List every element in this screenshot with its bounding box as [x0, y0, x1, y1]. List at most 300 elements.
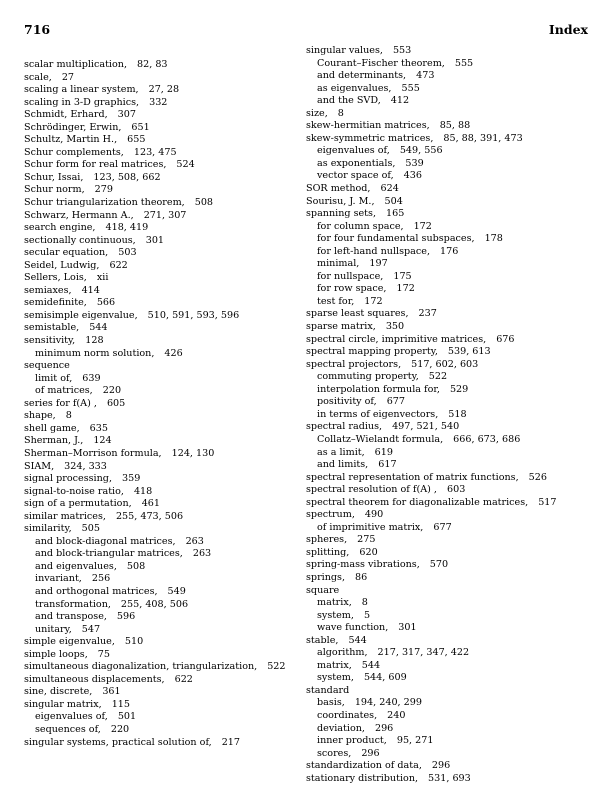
index-entry — [24, 197, 314, 210]
index-subentry — [306, 70, 596, 83]
index-page-refs: 522 — [267, 661, 286, 673]
index-page-refs: 544, 609 — [363, 672, 407, 684]
index-term: Schur triangularization theorem, — [24, 197, 185, 209]
index-entry — [24, 272, 314, 285]
index-entry — [24, 661, 314, 674]
index-term: sectionally continuous, — [24, 234, 136, 246]
index-subentry — [306, 170, 596, 183]
index-page-refs: 123, 508, 662 — [93, 171, 161, 183]
index-term: as eigenvalues, — [317, 82, 392, 94]
index-term: singular matrix, — [24, 698, 102, 710]
index-page-refs: 124, 130 — [171, 447, 215, 459]
index-page-refs: 505 — [81, 523, 100, 535]
index-page-refs: 255, 408, 506 — [120, 598, 189, 610]
index-entry — [24, 285, 314, 298]
index-term: Courant–Fischer theorem, — [317, 57, 445, 69]
index-term: Sourisu, J. M., — [306, 195, 375, 207]
index-term: deviation, — [317, 722, 365, 734]
index-entry — [306, 45, 596, 58]
index-page-refs: 75 — [97, 648, 110, 660]
index-page-refs: 307 — [117, 109, 136, 121]
index-term: positivity of, — [317, 396, 377, 408]
index-term: minimum norm solution, — [35, 347, 155, 359]
index-entry — [24, 147, 314, 160]
index-term: skew-hermitian matrices, — [306, 120, 430, 132]
index-page-refs: 619 — [374, 446, 393, 458]
index-entry — [24, 335, 314, 348]
index-page-refs: 524 — [176, 159, 195, 171]
index-entry — [24, 84, 314, 97]
index-term: as a limit, — [317, 446, 365, 458]
index-term: scalar multiplication, — [24, 59, 128, 70]
index-page-refs: 555 — [454, 57, 474, 69]
index-entry — [306, 685, 596, 698]
index-page-refs: 124 — [93, 435, 112, 447]
index-page-refs: 256 — [91, 573, 111, 585]
index-subentry — [306, 660, 596, 673]
index-page-refs: 217, 317, 347, 422 — [377, 647, 470, 659]
index-page-refs: 275 — [357, 534, 376, 546]
index-entry — [24, 134, 314, 147]
index-term: sparse least squares, — [306, 308, 409, 320]
index-subentry — [306, 233, 596, 246]
index-subentry — [306, 710, 596, 723]
index-column-left — [24, 59, 314, 749]
index-entry — [306, 497, 596, 510]
index-term: shape, — [24, 410, 56, 422]
index-entry — [24, 235, 314, 248]
index-entry — [24, 159, 314, 172]
index-term: size, — [306, 107, 328, 119]
index-page-refs: 418, 419 — [105, 222, 149, 234]
index-term: spectral projectors, — [306, 358, 402, 370]
index-entry — [306, 334, 596, 347]
index-page-refs: 418 — [133, 485, 153, 497]
index-term: inner product, — [317, 735, 387, 747]
index-subentry — [306, 246, 596, 259]
index-entry — [24, 649, 314, 662]
index-entry — [24, 636, 314, 649]
index-page-refs: 676 — [496, 333, 515, 345]
index-entry — [306, 133, 596, 146]
index-term: spectral representation of matrix functions, — [306, 471, 519, 483]
index-entry — [24, 247, 314, 260]
index-term: and limits, — [317, 459, 369, 471]
index-entry — [306, 559, 596, 572]
index-term: Schrödinger, Erwin, — [24, 121, 122, 133]
index-subentry — [24, 385, 314, 398]
index-subentry — [306, 735, 596, 748]
index-subentry — [306, 597, 596, 610]
index-subentry — [306, 522, 596, 535]
index-term: Schwarz, Hermann A., — [24, 209, 134, 221]
index-term: and the SVD, — [317, 95, 381, 107]
index-page-refs: 175 — [393, 270, 412, 282]
index-entry — [24, 97, 314, 110]
index-page-refs: 197 — [369, 258, 388, 270]
index-page-refs: 263 — [185, 535, 204, 547]
index-page-refs: 617 — [378, 459, 397, 471]
index-subentry — [306, 610, 596, 623]
index-subentry — [306, 384, 596, 397]
index-term: semiaxes, — [24, 284, 72, 296]
index-term: springs, — [306, 571, 346, 583]
index-term: of imprimitive matrix, — [317, 521, 424, 533]
index-term: commuting property, — [317, 371, 419, 383]
index-page-refs: 178 — [484, 233, 503, 245]
index-term: SOR method, — [306, 183, 371, 195]
index-page-refs: 176 — [440, 245, 459, 257]
index-subentry — [306, 371, 596, 384]
index-term: of matrices, — [35, 385, 93, 397]
index-subentry — [306, 447, 596, 460]
index-term: Sherman, J., — [24, 435, 84, 447]
page-number: 716 — [24, 22, 51, 37]
index-page-refs: 677 — [386, 396, 405, 408]
index-page-refs: 624 — [380, 183, 399, 195]
index-subentry — [306, 622, 596, 635]
index-term: Schultz, Martin H., — [24, 134, 118, 146]
index-term: simple loops, — [24, 648, 88, 660]
index-term: spectrum, — [306, 509, 355, 521]
index-entry — [24, 410, 314, 423]
index-entry — [24, 222, 314, 235]
index-page-refs: 194, 240, 299 — [354, 697, 422, 709]
index-page-refs: 5 — [363, 609, 371, 621]
index-page-refs — [339, 585, 349, 596]
index-term: and determinants, — [317, 70, 407, 82]
index-term: spectral theorem for diagonalizable matrices, — [306, 496, 529, 508]
index-entry — [24, 498, 314, 511]
index-page-refs: 566 — [96, 297, 116, 309]
index-term: semidefinite, — [24, 297, 87, 309]
index-subentry — [24, 711, 314, 724]
index-term: for four fundamental subspaces, — [317, 233, 475, 245]
index-subentry — [306, 83, 596, 96]
index-subentry — [306, 672, 596, 685]
index-term: spanning sets, — [306, 208, 377, 220]
index-entry — [24, 511, 314, 524]
index-term: eigenvalues of, — [317, 145, 390, 157]
index-page-refs: 544 — [348, 634, 367, 646]
index-subentry — [306, 409, 596, 422]
index-page-refs: 350 — [385, 321, 405, 333]
index-term: similar matrices, — [24, 510, 106, 522]
index-term: coordinates, — [317, 709, 378, 721]
index-term: transformation, — [35, 598, 111, 610]
index-page-refs: 240 — [387, 709, 406, 721]
index-page-refs: 508 — [194, 197, 214, 209]
index-page-refs: 522 — [428, 371, 448, 383]
index-term: interpolation formula for, — [317, 383, 440, 395]
index-term: in terms of eigenvectors, — [317, 408, 439, 420]
index-term: and block-diagonal matrices, — [35, 535, 176, 547]
index-entry — [24, 122, 314, 135]
index-term: spectral mapping property, — [306, 346, 438, 358]
index-page-refs: 165 — [386, 208, 405, 220]
index-term: spectral circle, imprimitive matrices, — [306, 333, 487, 345]
index-term: stationary distribution, — [306, 772, 419, 784]
index-entry — [306, 321, 596, 334]
index-entry — [306, 108, 596, 121]
index-term: wave function, — [317, 622, 389, 634]
index-page-refs: 115 — [111, 698, 131, 710]
index-page-refs: 332 — [149, 96, 168, 108]
index-term: for nullspace, — [317, 270, 384, 282]
index-term: Schur complements, — [24, 146, 124, 158]
index-entry — [306, 572, 596, 585]
index-subentry — [24, 548, 314, 561]
index-page-refs: 172 — [364, 295, 383, 307]
index-entry — [24, 72, 314, 85]
running-head: Index — [548, 22, 588, 37]
index-entry — [24, 461, 314, 474]
index-page-refs: 128 — [85, 335, 104, 347]
index-subentry — [24, 348, 314, 361]
index-page-refs: 473 — [416, 70, 435, 82]
index-page-refs: 547 — [81, 623, 101, 635]
index-subentry — [306, 221, 596, 234]
index-term: signal-to-noise ratio, — [24, 485, 124, 497]
index-term: spectral resolution of f(A) , — [306, 484, 437, 496]
index-subentry — [24, 536, 314, 549]
index-subentry — [306, 296, 596, 309]
index-page-refs: 529 — [449, 383, 469, 395]
index-term: sequence — [24, 360, 70, 372]
index-term: singular systems, practical solution of, — [24, 736, 212, 748]
index-term: for column space, — [317, 220, 404, 232]
index-term: eigenvalues of, — [35, 711, 108, 723]
index-subentry — [24, 561, 314, 574]
index-page-refs: 555 — [401, 82, 420, 94]
index-term: and transpose, — [35, 611, 107, 623]
index-page-refs: 220 — [110, 723, 130, 735]
index-page-refs: 217 — [221, 736, 241, 748]
index-subentry — [306, 58, 596, 71]
index-page-refs: 8 — [337, 107, 344, 119]
index-term: and eigenvalues, — [35, 560, 117, 572]
index-page-refs: 27 — [61, 71, 75, 83]
index-page-refs: 570 — [429, 559, 449, 571]
index-page-refs: 301 — [145, 234, 165, 246]
index-term: stable, — [306, 634, 339, 646]
index-page-refs: 490 — [364, 509, 384, 521]
index-entry — [24, 737, 314, 750]
index-term: semisimple eigenvalue, — [24, 309, 138, 321]
index-subentry — [306, 258, 596, 271]
index-subentry — [306, 697, 596, 710]
index-term: Sherman–Morrison formula, — [24, 447, 162, 459]
index-page-refs: 95, 271 — [396, 735, 434, 747]
index-entry — [306, 585, 596, 598]
index-term: square — [306, 584, 340, 596]
index-entry — [306, 359, 596, 372]
index-entry — [24, 172, 314, 185]
index-term: spectral radius, — [306, 421, 383, 433]
index-term: spring-mass vibrations, — [306, 559, 420, 571]
index-term: algorithm, — [317, 647, 368, 659]
index-page-refs: 220 — [102, 385, 122, 397]
index-subentry — [306, 283, 596, 296]
index-term: system, — [317, 672, 354, 684]
index-entry — [306, 509, 596, 522]
index-entry — [306, 208, 596, 221]
index-page-refs: 436 — [403, 170, 422, 182]
index-entry — [24, 360, 314, 373]
index-page-refs: 324, 333 — [64, 460, 107, 472]
index-term: scale, — [24, 71, 52, 83]
index-term: simultaneous diagonalization, triangularization, — [24, 661, 258, 673]
index-term: sensitivity, — [24, 335, 76, 347]
index-entry — [24, 674, 314, 687]
index-page-refs: 497, 521, 540 — [392, 421, 460, 433]
index-page-refs: 296 — [361, 747, 380, 759]
index-page-refs — [70, 360, 80, 371]
index-page-refs: 461 — [141, 498, 161, 510]
index-term: for row space, — [317, 283, 387, 295]
index-entry — [306, 760, 596, 773]
index-page-refs: 8 — [361, 597, 368, 609]
index-page-refs: 635 — [89, 422, 108, 434]
index-term: basis, — [317, 697, 345, 709]
index-page-refs: 651 — [131, 121, 150, 133]
index-page-refs: 301 — [398, 622, 417, 634]
index-page-refs: 622 — [174, 673, 193, 685]
index-page-refs: 414 — [81, 284, 100, 296]
index-page-refs: 501 — [117, 711, 137, 723]
index-entry — [24, 435, 314, 448]
index-page-refs: 85, 88 — [439, 120, 471, 132]
index-page-refs: 271, 307 — [143, 209, 187, 221]
index-page-refs: 8 — [65, 410, 72, 422]
index-term: for left-hand nullspace, — [317, 245, 431, 257]
index-entry — [306, 472, 596, 485]
index-page-refs: 544 — [89, 322, 108, 334]
index-term: series for f(A) , — [24, 397, 97, 409]
index-page-refs — [349, 685, 359, 696]
index-page-refs: 504 — [384, 195, 403, 207]
index-term: standardization of data, — [306, 760, 422, 772]
index-entry — [306, 534, 596, 547]
index-term: scaling in 3-D graphics, — [24, 96, 140, 108]
index-entry — [306, 773, 596, 786]
index-term: scaling a linear system, — [24, 84, 139, 96]
index-entry — [24, 109, 314, 122]
index-term: shell game, — [24, 422, 80, 434]
index-entry — [24, 699, 314, 712]
index-term: sine, discrete, — [24, 686, 93, 698]
index-page-refs: 553 — [392, 45, 412, 56]
index-page-refs: 359 — [122, 473, 141, 485]
index-entry — [306, 547, 596, 560]
index-page-refs: 237 — [418, 308, 437, 320]
index-term: sign of a permutation, — [24, 498, 132, 510]
index-page-refs: 620 — [359, 546, 378, 558]
index-subentry — [24, 611, 314, 624]
index-term: vector space of, — [317, 170, 394, 182]
index-page-refs: 426 — [164, 347, 183, 359]
index-entry — [24, 398, 314, 411]
index-term: sparse matrix, — [306, 321, 376, 333]
index-term: spheres, — [306, 534, 348, 546]
index-subentry — [306, 396, 596, 409]
index-page-refs: 517, 602, 603 — [411, 358, 479, 370]
index-term: unitary, — [35, 623, 72, 635]
index-page-refs: 296 — [431, 760, 451, 772]
index-subentry — [24, 573, 314, 586]
index-entry — [24, 260, 314, 273]
index-page-refs: 86 — [355, 571, 368, 583]
index-subentry — [24, 373, 314, 386]
index-term: secular equation, — [24, 247, 109, 259]
index-term: test for, — [317, 295, 355, 307]
index-term: and block-triangular matrices, — [35, 548, 183, 560]
index-page-refs: 517 — [538, 496, 557, 508]
index-page-refs: 655 — [127, 134, 146, 146]
index-entry — [306, 484, 596, 497]
index-subentry — [306, 647, 596, 660]
index-term: signal processing, — [24, 473, 112, 485]
index-page-refs: 677 — [433, 521, 452, 533]
index-entry — [24, 486, 314, 499]
index-entry — [306, 196, 596, 209]
index-page-refs: 27, 28 — [148, 84, 180, 96]
index-entry — [306, 421, 596, 434]
index-term: search engine, — [24, 222, 96, 234]
index-term: Schur form for real matrices, — [24, 159, 167, 171]
index-term: Schur, Issai, — [24, 171, 84, 183]
index-term: Collatz–Wielandt formula, — [317, 433, 444, 445]
index-page-refs: 596 — [116, 611, 136, 623]
index-entry — [24, 423, 314, 436]
index-page-refs: 85, 88, 391, 473 — [443, 132, 523, 144]
index-subentry — [306, 434, 596, 447]
index-page-refs: 549, 556 — [399, 145, 443, 157]
index-term: Sellers, Lois, — [24, 272, 87, 284]
index-page-refs: xii — [96, 272, 109, 284]
index-column-right — [306, 45, 596, 785]
index-term: splitting, — [306, 546, 350, 558]
index-page-refs: 510 — [124, 636, 144, 648]
index-page-refs: 508 — [126, 560, 146, 572]
index-term: Schmidt, Erhard, — [24, 109, 108, 121]
index-entry — [306, 308, 596, 321]
index-entry — [306, 183, 596, 196]
index-entry — [24, 210, 314, 223]
index-page-refs: 296 — [374, 722, 394, 734]
index-entry — [24, 310, 314, 323]
index-subentry — [306, 723, 596, 736]
index-subentry — [24, 724, 314, 737]
index-page-refs: 526 — [528, 471, 547, 483]
index-term: system, — [317, 609, 354, 621]
index-page-refs: 603 — [446, 484, 466, 496]
index-page-refs: 255, 473, 506 — [115, 510, 184, 522]
index-entry — [24, 59, 314, 72]
index-entry — [24, 184, 314, 197]
index-page-refs: 412 — [390, 95, 410, 107]
index-subentry — [306, 271, 596, 284]
index-page-refs: 539 — [405, 157, 424, 169]
index-entry — [24, 322, 314, 335]
index-page-refs: 123, 475 — [133, 146, 177, 158]
index-term: singular values, — [306, 45, 383, 56]
index-page-refs: 622 — [109, 259, 128, 271]
index-term: semistable, — [24, 322, 80, 334]
index-page-refs: 549 — [167, 585, 186, 597]
index-term: as exponentials, — [317, 157, 396, 169]
index-subentry — [306, 459, 596, 472]
